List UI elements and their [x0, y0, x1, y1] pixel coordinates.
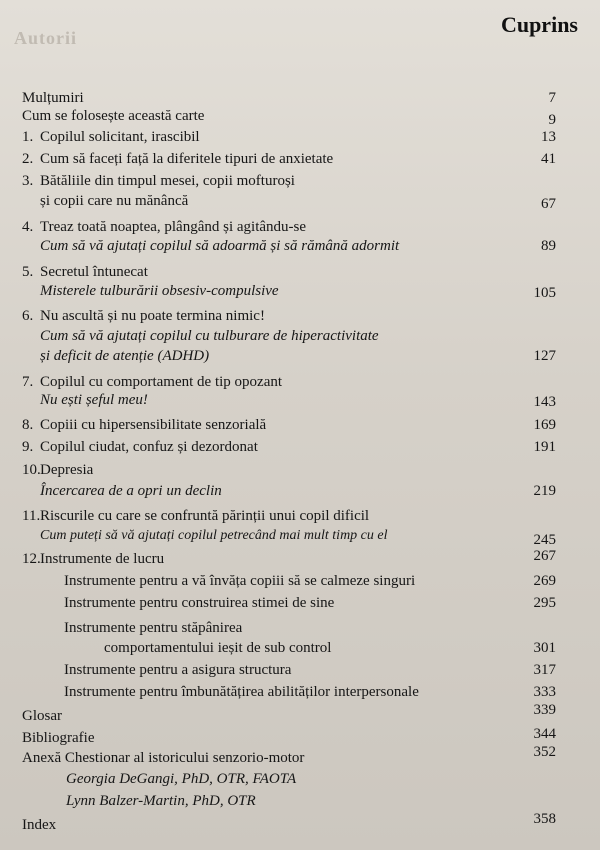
toc-entry — [0, 682, 600, 702]
toc-entry — [0, 791, 600, 811]
toc-entry — [0, 638, 600, 658]
toc-entry — [0, 811, 600, 835]
toc-entry — [0, 346, 600, 366]
entry-subtitle: Nu ești șeful meu! — [40, 392, 148, 408]
entry-section: Instrumente pentru a asigura structura — [64, 662, 292, 678]
entry-number: 7. — [22, 374, 34, 390]
entry-subtitle: și copii care nu mănâncă — [40, 193, 189, 209]
entry-title: Glosar — [22, 708, 62, 724]
entry-page: 169 — [533, 417, 556, 433]
page-title: Cuprins — [500, 12, 578, 37]
entry-title: Secretul întunecat — [40, 264, 148, 280]
toc-entry — [0, 660, 600, 680]
entry-author: Georgia DeGangi, PhD, OTR, FAOTA — [66, 771, 297, 787]
toc-entry — [0, 728, 600, 748]
toc-entry — [0, 437, 600, 457]
entry-section: Instrumente pentru construirea stimei de sine — [64, 595, 335, 611]
entry-title: Riscurile cu care se confruntă părinții unui copil dificil — [40, 508, 370, 524]
entry-page: 267 — [533, 548, 556, 564]
toc-entry — [0, 281, 600, 301]
toc-entry — [0, 618, 600, 638]
entry-page: 143 — [533, 394, 556, 410]
entry-page: 7 — [548, 90, 556, 106]
entry-number: 8. — [22, 417, 34, 433]
toc-entry — [0, 149, 600, 169]
toc-entry — [0, 460, 600, 480]
entry-page: 219 — [533, 483, 556, 499]
entry-title: Depresia — [40, 462, 94, 478]
entry-page: 127 — [533, 348, 556, 364]
entry-number: 9. — [22, 439, 34, 455]
entry-subtitle: Misterele tulburării obsesiv-compulsive — [40, 283, 279, 299]
entry-title: Index — [22, 817, 57, 833]
entry-number: 3. — [22, 173, 34, 189]
entry-author: Lynn Balzer-Martin, PhD, OTR — [66, 793, 256, 809]
toc-entry — [0, 526, 600, 546]
toc-entry — [0, 306, 600, 326]
entry-page: 41 — [541, 151, 556, 167]
toc-entry — [0, 106, 600, 126]
entry-page: 333 — [533, 684, 556, 700]
entry-subtitle: Cum să vă ajutați copilul să adoarmă și să rămână adormit — [40, 238, 400, 254]
toc-entry — [0, 217, 600, 237]
toc-entry — [0, 744, 600, 768]
entry-page: 317 — [533, 662, 556, 678]
entry-page: 67 — [541, 196, 556, 212]
entry-title: Anexă Chestionar al istoricului senzorio-motor — [22, 750, 305, 766]
toc-entry — [0, 481, 600, 501]
entry-page: 339 — [533, 702, 556, 718]
entry-subtitle: și deficit de atenție (ADHD) — [40, 348, 210, 364]
entry-title: Bibliografie — [22, 730, 95, 746]
entry-number: 6. — [22, 308, 34, 324]
entry-section: Instrumente pentru a vă învăța copiii să se calmeze singuri — [64, 573, 416, 589]
entry-title: Nu ascultă și nu poate termina nimic! — [40, 308, 265, 324]
entry-number: 2. — [22, 151, 34, 167]
toc-entry — [0, 593, 600, 613]
toc-entry — [0, 390, 600, 410]
toc-entry — [0, 549, 600, 569]
entry-number: 11. — [22, 508, 41, 524]
entry-page: 9 — [548, 112, 556, 128]
toc-entry — [0, 769, 600, 789]
entry-subtitle: Cum să vă ajutați copilul cu tulburare de hiperactivitate — [40, 328, 379, 344]
entry-title: Mulțumiri — [22, 90, 84, 106]
entry-title: Instrumente de lucru — [40, 551, 165, 567]
entry-page: 352 — [533, 744, 556, 760]
entry-section: Instrumente pentru stăpânirea — [64, 620, 243, 636]
entry-title: Cum se folosește această carte — [22, 108, 205, 124]
entry-subtitle: Încercarea de a opri un declin — [40, 483, 222, 499]
bleed-through-text: Autorii — [14, 28, 77, 48]
entry-page: 89 — [541, 238, 556, 254]
entry-title: Copilul solicitant, irascibil — [40, 129, 200, 145]
entry-page: 344 — [533, 726, 556, 742]
entry-title: Bătăliile din timpul mesei, copii mofturoși — [40, 173, 295, 189]
toc-entry — [0, 571, 600, 591]
toc-entry — [0, 236, 600, 256]
entry-number: 5. — [22, 264, 34, 280]
entry-section: Instrumente pentru îmbunătățirea abilităților interpersonale — [64, 684, 419, 700]
entry-page: 105 — [533, 285, 556, 301]
entry-page: 358 — [533, 811, 556, 827]
entry-number: 4. — [22, 219, 34, 235]
toc-entry — [0, 506, 600, 526]
entry-page: 269 — [533, 573, 556, 589]
toc-entry — [0, 702, 600, 726]
entry-page: 245 — [533, 532, 556, 548]
toc-entry — [0, 262, 600, 282]
toc-entry — [0, 88, 600, 108]
entry-number: 12. — [22, 551, 41, 567]
entry-title: Treaz toată noaptea, plângând și agitându-se — [40, 219, 307, 235]
toc-entry — [0, 191, 600, 211]
entry-number: 1. — [22, 129, 34, 145]
entry-title: Copilul ciudat, confuz și dezordonat — [40, 439, 258, 455]
entry-title: Copiii cu hipersensibilitate senzorială — [40, 417, 267, 433]
entry-section: comportamentului ieșit de sub control — [104, 640, 332, 656]
entry-number: 10. — [22, 462, 41, 478]
entry-title: Copilul cu comportament de tip opozant — [40, 374, 283, 390]
entry-title: Cum să faceți față la diferitele tipuri de anxietate — [40, 151, 334, 167]
toc-entry — [0, 171, 600, 191]
toc-entry — [0, 127, 600, 147]
toc-entry — [0, 415, 600, 435]
toc-entry — [0, 326, 600, 346]
entry-page: 295 — [533, 595, 556, 611]
toc-entry — [0, 372, 600, 392]
entry-page: 191 — [533, 439, 556, 455]
entry-page: 13 — [541, 129, 556, 145]
entry-subtitle: Cum puteți să vă ajutați copilul petrecând mai mult timp cu el — [40, 528, 388, 543]
entry-page: 301 — [533, 640, 556, 656]
